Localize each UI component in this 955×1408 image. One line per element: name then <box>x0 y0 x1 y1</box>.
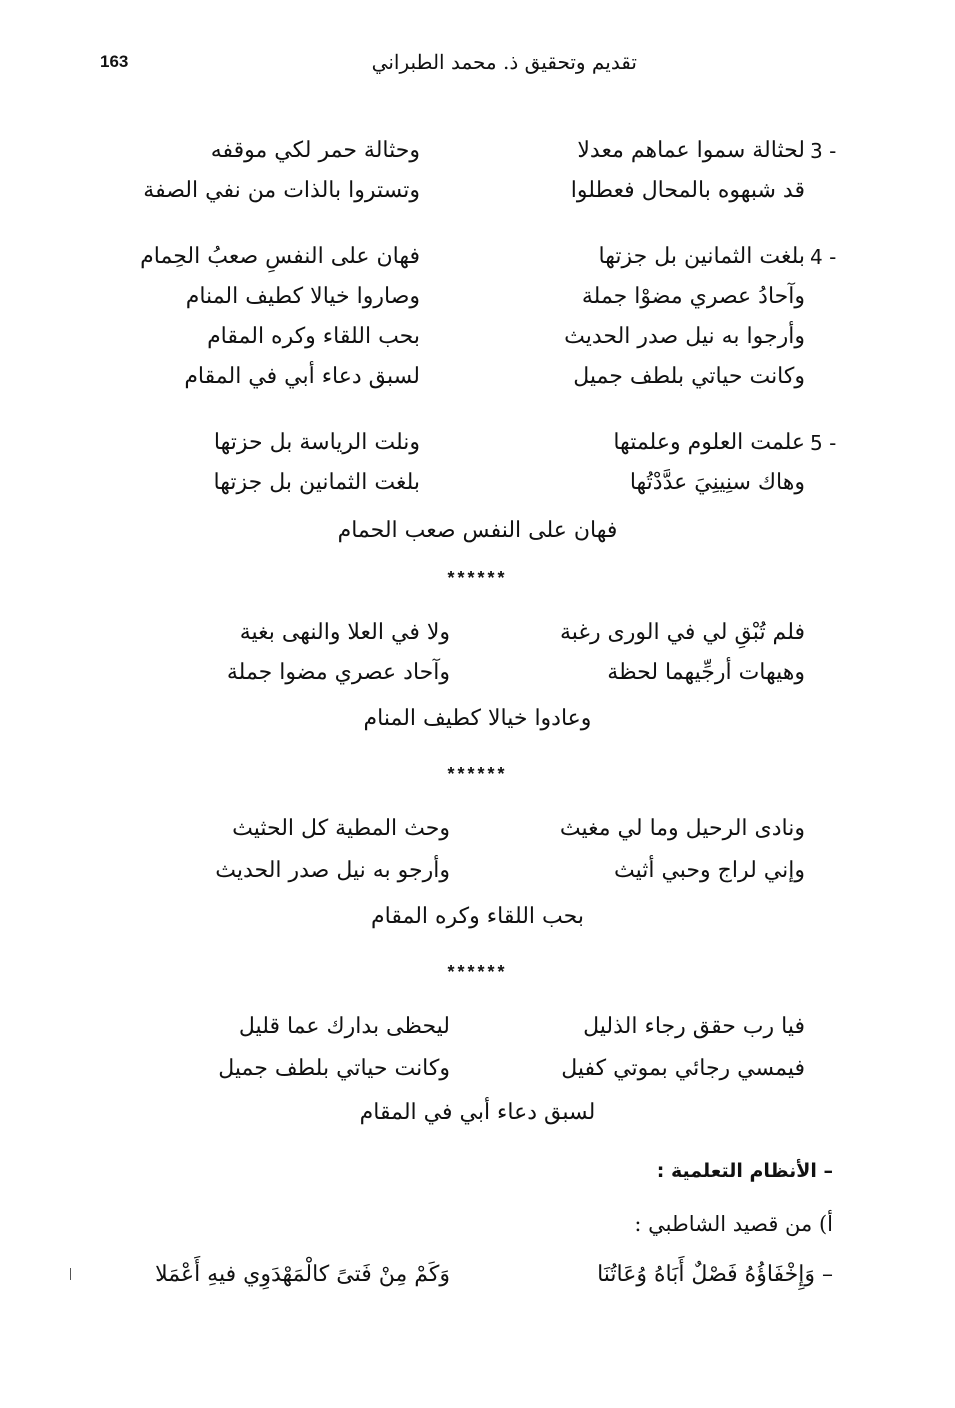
verse-second-hemistich: ولا في العلا والنهى بغية <box>239 620 450 645</box>
stanza-number: 4 - <box>810 245 837 269</box>
verse-first-hemistich: فيمسي رجائي بموتي كفيل <box>561 1056 805 1081</box>
verse-second-hemistich: وكانت حياتي بلطف جميل <box>218 1056 450 1081</box>
verse-first-hemistich: وأرجوا به نيل صدر الحديث <box>564 324 805 349</box>
separator-stars: ****** <box>447 962 508 982</box>
verse-first-hemistich: وهاك سنِينِيَ عدَّدْتُها <box>629 470 805 495</box>
verse-second-hemistich: وآحاد عصري مضوا جملة <box>226 660 450 685</box>
section-subheading: أ) من قصيد الشاطبي : <box>634 1212 833 1236</box>
verse-second-hemistich: وحث المطية كل الحثيث <box>232 816 450 841</box>
section-heading: – الأنظام التعلمية : <box>656 1160 833 1182</box>
verse-first-hemistich: – وَإِخْفَاؤُهُ فَصْلٌ أَبَاهُ وُعَاتُنَا <box>597 1262 833 1287</box>
verse-first-hemistich: علمت العلوم وعلمتها <box>613 430 805 455</box>
verse-first-hemistich: فلم تُبْقِ لي في الورى رغبة <box>560 620 805 645</box>
closing-line: بحب اللقاء وكره المقام <box>371 904 584 929</box>
verse-first-hemistich: وهيهات أرجِّيهما لحظة <box>607 660 805 685</box>
verse-first-hemistich: لحثالة سموا عماهم معدلا <box>577 138 805 163</box>
running-title: تقديم وتحقيق ذ. محمد الطبراني <box>371 50 637 74</box>
verse-first-hemistich: ونادى الرحيل وما لي مغيث <box>559 816 805 841</box>
margin-mark <box>70 1268 71 1280</box>
verse-second-hemistich: بلغت الثمانين بل جزتها <box>213 470 420 495</box>
verse-first-hemistich: وآحادُ عصري مضوْا جملة <box>581 284 805 309</box>
verse-second-hemistich: وَكَمْ مِنْ فَتىً كالْمَهْدَوِي فيهِ أَعْمَلا <box>155 1262 450 1287</box>
verse-first-hemistich: بلغت الثمانين بل جزتها <box>598 244 805 269</box>
verse-second-hemistich: ونلت الرياسة بل حزتها <box>213 430 420 455</box>
closing-line: وعادوا خيالا كطيف المنام <box>363 706 592 731</box>
closing-line: لسبق دعاء أبي في المقام <box>359 1100 596 1125</box>
separator-stars: ****** <box>447 568 508 588</box>
stanza-number: 3 - <box>810 139 837 163</box>
verse-first-hemistich: قد شبهوه بالمحال فعطلوا <box>570 178 805 203</box>
verse-second-hemistich: لسبق دعاء أبي في المقام <box>184 364 420 389</box>
verse-second-hemistich: بحب اللقاء وكره المقام <box>207 324 420 349</box>
verse-second-hemistich: وأرجو به نيل صدر الحديث <box>215 858 450 883</box>
verse-second-hemistich: وحثالة حمر لكي موقفه <box>210 138 420 163</box>
verse-first-hemistich: وكانت حياتي بلطف جميل <box>573 364 805 389</box>
verse-first-hemistich: فيا رب حقق رجاء الذليل <box>583 1014 805 1039</box>
verse-second-hemistich: وتستروا بالذات من نفي الصفة <box>143 178 420 203</box>
verse-second-hemistich: ليحظى بدارك عما قليل <box>238 1014 450 1039</box>
stanza-number: 5 - <box>810 431 837 455</box>
closing-line: فهان على النفس صعب الحمام <box>337 518 618 543</box>
page-number: 163 <box>100 52 129 71</box>
separator-stars: ****** <box>447 764 508 784</box>
verse-second-hemistich: وصاروا خيالا كطيف المنام <box>185 284 420 309</box>
verse-second-hemistich: فهان على النفسِ صعبُ الحِمام <box>140 244 420 269</box>
verse-first-hemistich: وإني لراج وحبي أثيث <box>613 858 805 883</box>
